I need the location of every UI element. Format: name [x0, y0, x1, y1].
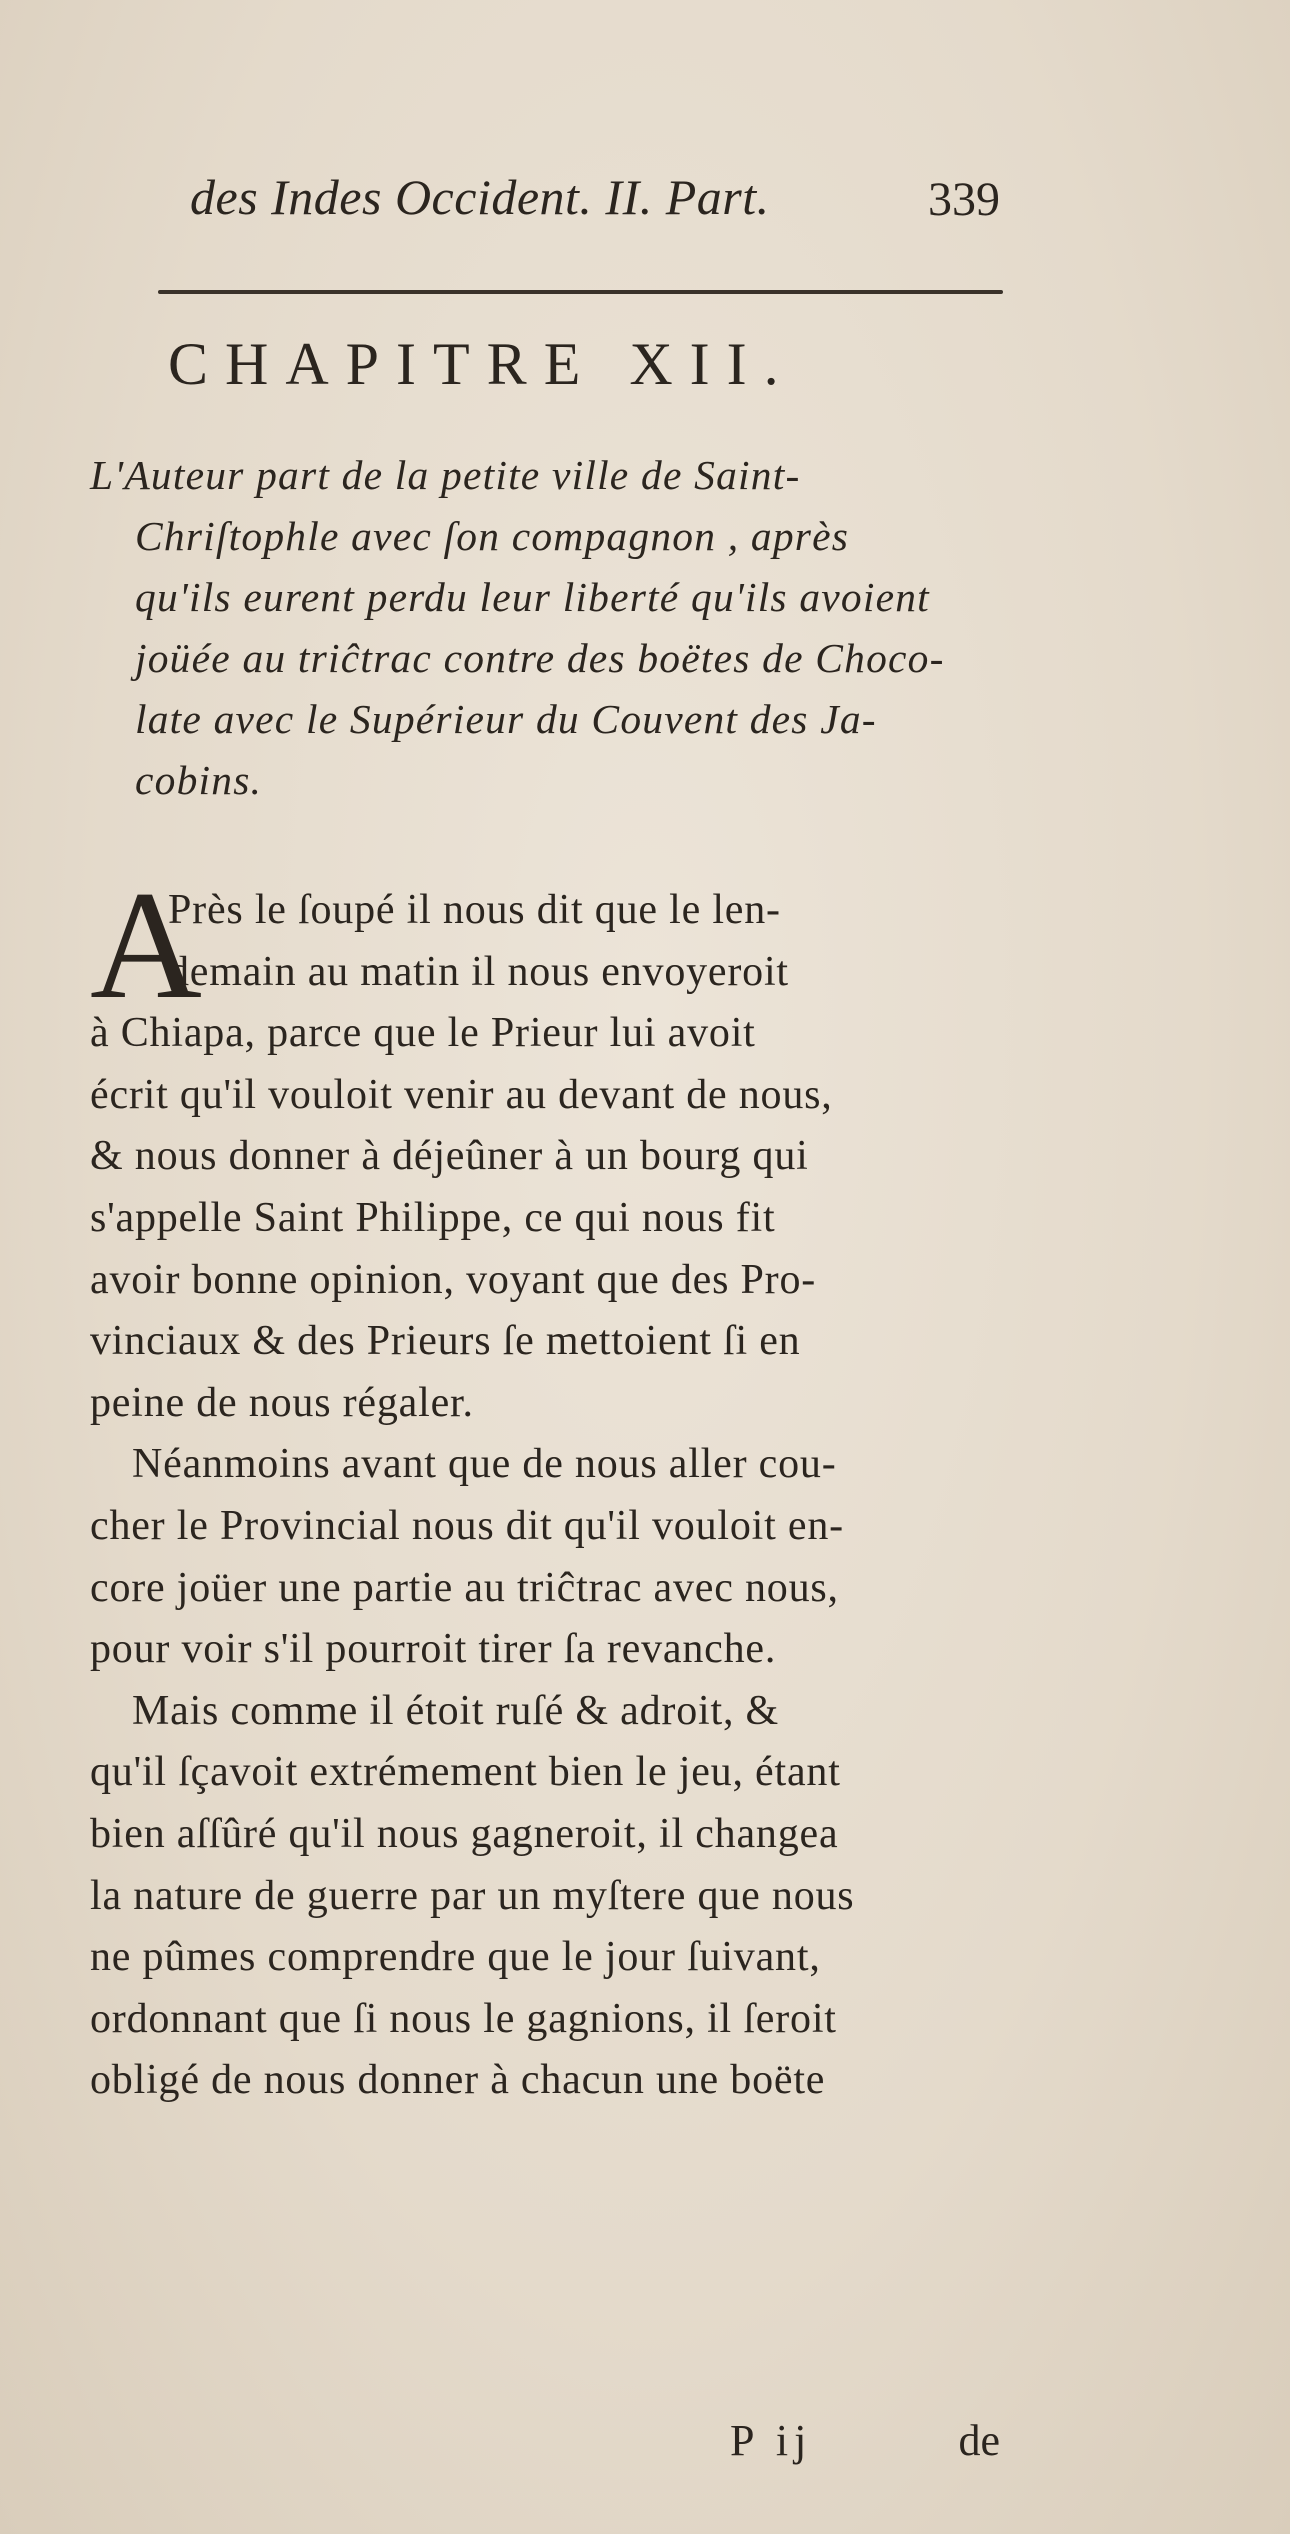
summary-line: cobins. — [135, 757, 263, 803]
summary-line: Chriſtophle avec ſon compagnon , après — [135, 513, 850, 559]
header-rule — [158, 290, 1003, 294]
drop-cap: A — [90, 859, 203, 1031]
summary-line: late avec le Supérieur du Couvent des Ja- — [135, 696, 877, 742]
body-line: pour voir s'il pourroit tirer ſa revanche. — [90, 1626, 777, 1673]
body-line: bien aſſûré qu'il nous gagneroit, il changea — [90, 1810, 839, 1857]
body-line: la nature de guerre par un myſtere que nous — [90, 1872, 855, 1919]
chapter-summary — [90, 445, 1025, 811]
body-line: vinciaux & des Prieurs ſe mettoient ſi en — [90, 1318, 801, 1365]
summary-line: joüée au triĉtrac contre des boëtes de Choco- — [135, 635, 945, 681]
signature-mark: P ij — [730, 2416, 813, 2465]
body-line: à Chiapa, parce que le Prieur lui avoit — [90, 1010, 756, 1057]
body-line: ordonnant que ſi nous le gagnions, il ſeroit — [90, 1995, 837, 2042]
body-line: avoir bonne opinion, voyant que des Pro- — [90, 1256, 817, 1303]
body-line: obligé de nous donner à chacun une boëte — [90, 2057, 826, 2104]
body-line: core joüer une partie au triĉtrac avec nous, — [90, 1564, 839, 1611]
body-line: peine de nous régaler. — [90, 1379, 474, 1426]
summary-line: L'Auteur part de la petite ville de Saint- — [90, 452, 801, 498]
running-title: des Indes Occident. II. Part. — [190, 169, 770, 225]
body-line: qu'il ſçavoit extrémement bien le jeu, étant — [90, 1749, 841, 1796]
body-line: & nous donner à déjeûner à un bourg qui — [90, 1133, 809, 1180]
body-line: écrit qu'il vouloit venir au devant de nous, — [90, 1071, 833, 1118]
body-line: cher le Provincial nous dit qu'il vouloit en- — [90, 1502, 844, 1549]
page-number: 339 — [928, 173, 1000, 226]
body-line: Près le ſoupé il nous dit que le len- — [168, 887, 781, 933]
body-text — [90, 859, 1025, 2112]
body-line: Mais comme il étoit ruſé & adroit, & — [132, 1687, 780, 1734]
body-line: demain au matin il nous envoyeroit — [168, 948, 789, 995]
page-header — [190, 150, 1020, 230]
chapter-title: CHAPITRE XII. — [168, 331, 796, 397]
summary-line: qu'ils eurent perdu leur liberté qu'ils avoient — [135, 574, 930, 620]
body-line: Néanmoins avant que de nous aller cou- — [132, 1441, 837, 1488]
catchword: de — [958, 2416, 1000, 2465]
body-line: ne pûmes comprendre que le jour ſuivant, — [90, 1934, 821, 1981]
body-line: s'appelle Saint Philippe, ce qui nous fit — [90, 1194, 776, 1241]
